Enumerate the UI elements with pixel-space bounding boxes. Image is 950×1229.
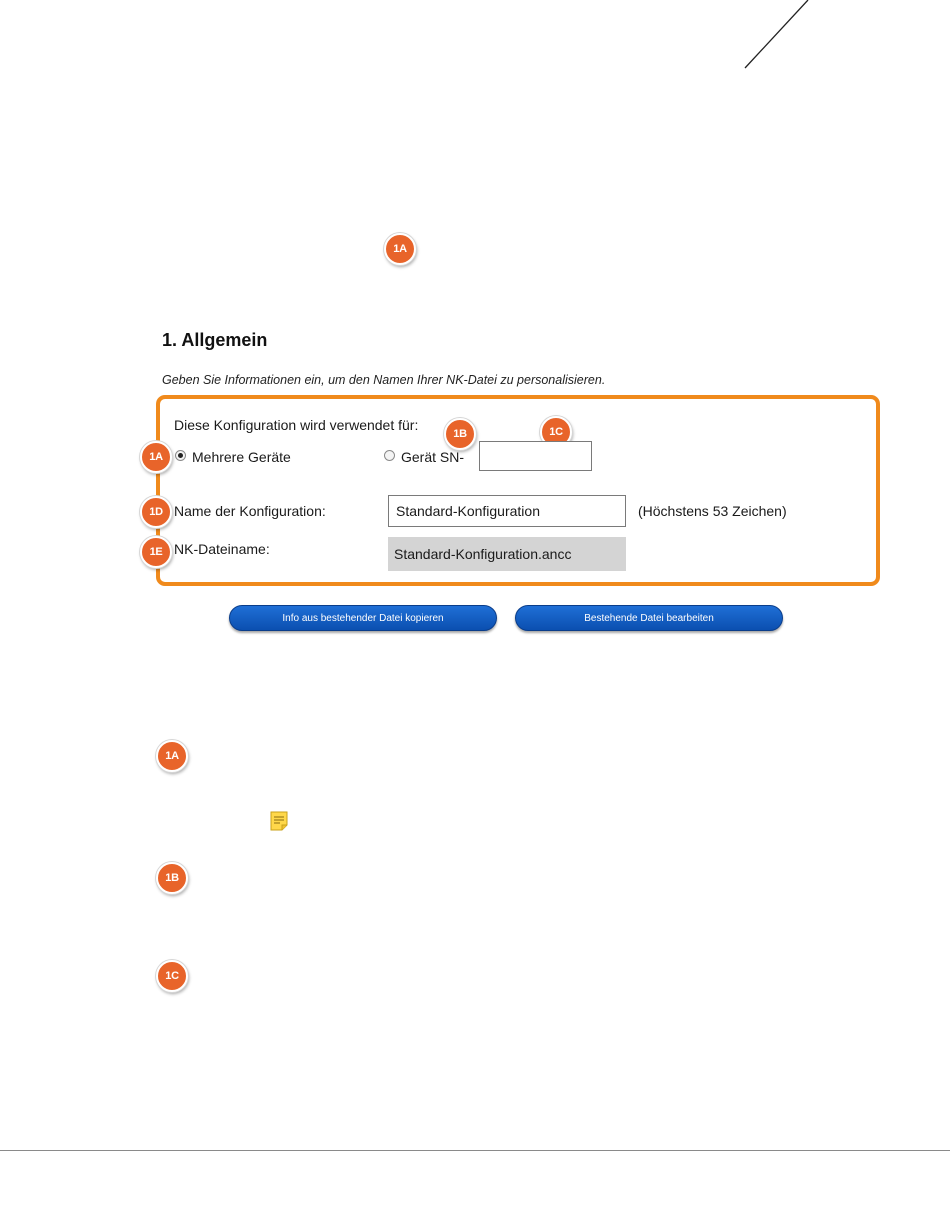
serial-number-input[interactable] <box>479 441 592 471</box>
copy-info-button[interactable]: Info aus bestehender Datei kopieren <box>229 605 497 631</box>
config-name-hint: (Höchstens 53 Zeichen) <box>638 503 787 519</box>
section-title: 1. Allgemein <box>162 330 268 350</box>
footer-divider <box>0 1150 950 1151</box>
decorative-corner-line <box>0 0 950 70</box>
usage-label: Diese Konfiguration wird verwendet für: <box>174 417 419 433</box>
radio-multiple-devices[interactable] <box>175 450 186 461</box>
badge-1a-top: 1A <box>384 233 416 265</box>
note-icon <box>269 810 289 832</box>
config-name-input[interactable]: Standard-Konfiguration <box>388 495 626 527</box>
edit-file-button[interactable]: Bestehende Datei bearbeiten <box>515 605 783 631</box>
radio-multiple-label: Mehrere Geräte <box>192 449 291 465</box>
config-name-label: Name der Konfiguration: <box>174 503 326 519</box>
file-name-value: Standard-Konfiguration.ancc <box>388 537 626 571</box>
badge-1c-legend: 1C <box>156 960 188 992</box>
badge-1d: 1D <box>140 496 172 528</box>
radio-single-device[interactable] <box>384 450 395 461</box>
badge-1e: 1E <box>140 536 172 568</box>
badge-1b: 1B <box>444 418 476 450</box>
file-name-label: NK-Dateiname: <box>174 541 270 557</box>
badge-1c: 1C <box>540 416 572 448</box>
badge-1a-legend: 1A <box>156 740 188 772</box>
badge-1b-legend: 1B <box>156 862 188 894</box>
badge-1a-radio: 1A <box>140 441 172 473</box>
section-subtitle: Geben Sie Informationen ein, um den Namen Ihrer NK-Datei zu personalisieren. <box>162 373 606 387</box>
radio-device-label: Gerät SN- <box>401 449 465 465</box>
